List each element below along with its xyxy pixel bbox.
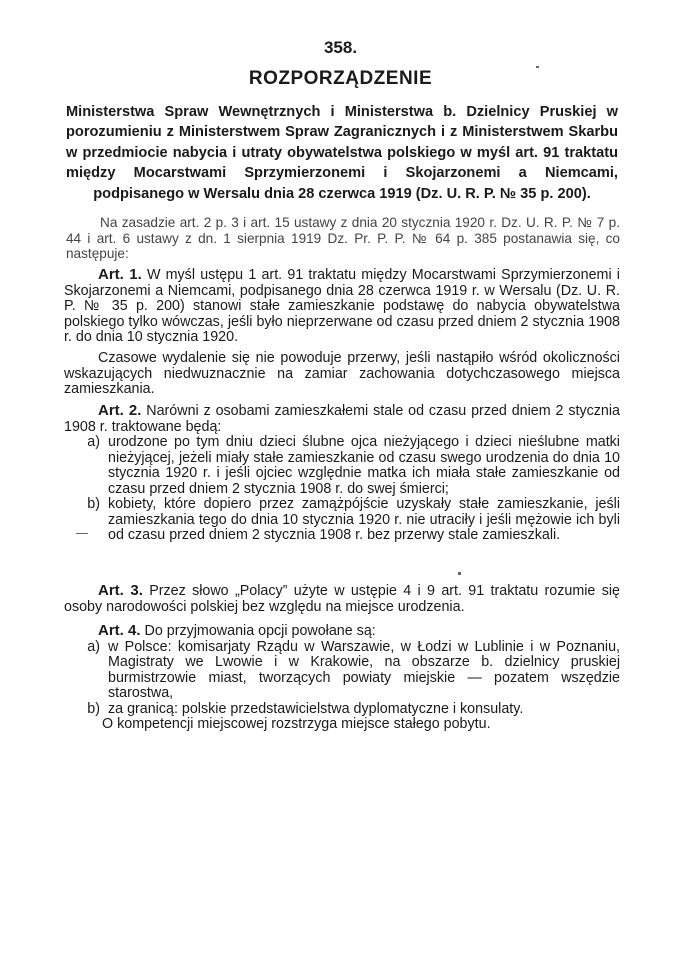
item-marker: a) xyxy=(87,434,100,450)
article-4-label: Art. 4. xyxy=(98,622,141,639)
article-1-paragraph-2 xyxy=(64,351,620,398)
item-text: za granicą: polskie przedstawicielstwa dyplomatyczne i konsulaty. xyxy=(108,700,524,717)
document-title: ROZPORZĄDZENIE xyxy=(248,68,433,89)
article-1-text: W myśl ustępu 1 art. 91 traktatu między Mocarstwami Sprzymierzonemi i Skojarzonemi a Niemcami, podpisanego dnia 28 czerwca 1919 r. w Wersalu (Dz. U. R. P. № 35 p. 200) stanowi stałe zamieszkanie podstawę do nabycia obywatelstwa polskiego tylko wówczas, jeśli było nieprzerwane od czasu przed dniem 2 stycznia 1908 r. do dnia 10 stycznia 1920. xyxy=(64,267,620,345)
article-4-item-a xyxy=(64,640,620,702)
article-2 xyxy=(64,403,620,544)
item-text: kobiety, które dopiero przez zamążpójście uzyskały stałe zamieszkanie, jeśli zamieszkania tego do dnia 10 stycznia 1920 r. nie utraciły i jeśli mężowie ich byli od czasu przed dniem 2 stycznia 1908 r. bez przerwy stale zamieszkali. xyxy=(108,496,620,543)
article-4-text: Do przyjmowania opcji powołane są: xyxy=(144,623,376,639)
article-3 xyxy=(64,583,620,615)
article-1 xyxy=(64,267,620,346)
article-1-label: Art. 1. xyxy=(98,266,142,283)
article-4 xyxy=(64,623,620,733)
regulation-heading: Ministerstwa Spraw Wewnętrznych i Ministerstwa b. Dzielnicy Pruskiej w porozumieniu z Ministerstwem Spraw Zagranicznych i z Ministerstwem Skarbu w przedmiocie nabycia i utraty obywatelstwa polskiego w myśl art. 91 traktatu między Mocarstwami Sprzymierzonemi i Skojarzonemi a Niemcami, podpisanego w Wersalu dnia 28 czerwca 1919 (Dz. U. R. P. № 35 p. 200). xyxy=(66,104,618,202)
item-text: w Polsce: komisarjaty Rządu w Warszawie, w Łodzi w Lublinie i w Poznaniu, Magistraty we Lwowie i w Krakowie, na obszarze b. dzielnicy pruskiej burmistrzowie miast, tworzących powiaty miejskie — pozatem wszędzie starostwa, xyxy=(108,638,620,701)
print-speck xyxy=(76,533,88,534)
article-1-text-2: Czasowe wydalenie się nie powoduje przerwy, jeśli nastąpiło wśród okoliczności wskazujących niedwuznacznie na zamiar zachowania dotychczasowego miejsca zamieszkania. xyxy=(64,350,620,397)
page-number: 358. xyxy=(323,38,358,57)
print-speck xyxy=(458,572,461,575)
item-marker: b) xyxy=(87,496,100,512)
article-2-item-a xyxy=(64,435,620,497)
preamble: Na zasadzie art. 2 p. 3 i art. 15 ustawy z dnia 20 stycznia 1920 r. Dz. U. R. P. № 7 p. 44 i art. 6 ustawy z dn. 1 sierpnia 1919 Dz. Pr. P. P. № 64 p. 385 postanawia się, co następuje: xyxy=(66,215,620,261)
article-3-label: Art. 3. xyxy=(98,582,143,599)
item-marker: b) xyxy=(87,700,100,717)
article-2-item-b xyxy=(64,497,620,544)
item-marker: a) xyxy=(87,638,100,655)
item-text: urodzone po tym dniu dzieci ślubne ojca nieżyjącego i dzieci nieślubne matki nieżyjącej, jeżeli miały stałe zamieszkanie od czasu swego urodzenia do dnia 10 stycznia 1920 r. i jeśli ojciec względnie matka ich miała stałe zamieszkanie od czasu przed dniem 2 stycznia 1908 r. do swej śmierci; xyxy=(108,434,620,497)
article-2-label: Art. 2. xyxy=(98,402,142,419)
article-4-item-b xyxy=(64,702,620,718)
article-4-closing: O kompetencji miejscowej rozstrzyga miejsce stałego pobytu. xyxy=(102,716,491,732)
print-speck xyxy=(536,66,539,68)
article-3-text: Przez słowo „Polacy” użyte w ustępie 4 i 9 art. 91 traktatu rozumie się osoby narodowości polskiej bez względu na miejsce urodzenia. xyxy=(64,583,620,615)
article-2-text: Narówni z osobami zamieszkałemi stale od czasu przed dniem 2 stycznia 1908 r. traktowane będą: xyxy=(64,403,620,435)
